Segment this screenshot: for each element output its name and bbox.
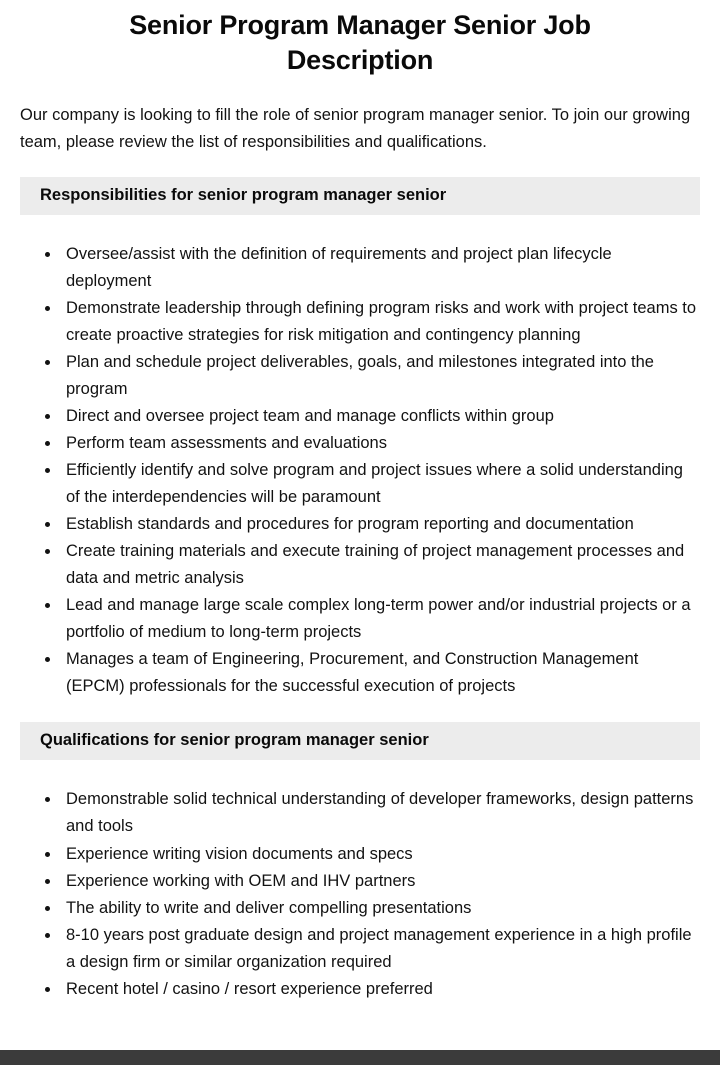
qualification-item: • Experience working with OEM and IHV partners [61,868,700,895]
responsibility-item: • Efficiently identify and solve program and project issues where a solid understanding of the interdependencies will be paramount [61,457,700,511]
responsibilities-section-header [20,177,700,215]
footer-bar [0,1050,720,1065]
qualification-item: • Recent hotel / casino / resort experience preferred [61,976,700,1003]
qualifications-heading: Qualifications for senior program manager senior [40,731,429,750]
page-title: Senior Program Manager Senior Job Description [129,10,591,76]
responsibility-item: • Direct and oversee project team and manage conflicts within group [61,403,700,430]
responsibility-item: • Oversee/assist with the definition of requirements and project plan lifecycle deployment [61,241,700,295]
qualification-item: • Experience writing vision documents and specs [61,841,700,868]
qualification-item: • The ability to write and deliver compelling presentations [61,895,700,922]
responsibilities-heading: Responsibilities for senior program manager senior [40,185,447,204]
responsibility-item: • Establish standards and procedures for program reporting and documentation [61,511,700,538]
responsibility-item: • Plan and schedule project deliverables, goals, and milestones integrated into the program [61,349,700,403]
responsibility-item: • Create training materials and execute training of project management processes and data and metric analysis [61,538,700,592]
intro-paragraph: Our company is looking to fill the role of senior program manager senior. To join our growing team, please review the list of responsibilities and qualifications. [20,106,691,152]
responsibilities-list [20,241,700,701]
qualification-item: • 8-10 years post graduate design and project management experience in a high profile a design firm or similar organization required [61,922,700,976]
qualifications-section-header [20,722,700,760]
qualification-item: • Demonstrable solid technical understanding of developer frameworks, design patterns and tools [61,786,700,840]
qualifications-list [20,786,700,1002]
responsibility-item: • Manages a team of Engineering, Procurement, and Construction Management (EPCM) professionals for the successful execution of projects [61,646,700,700]
responsibility-item: • Demonstrate leadership through defining program risks and work with project teams to create proactive strategies for risk mitigation and contingency planning [61,295,700,349]
responsibility-item: • Perform team assessments and evaluations [61,430,700,457]
responsibility-item: • Lead and manage large scale complex long-term power and/or industrial projects or a portfolio of medium to long-term projects [61,592,700,646]
